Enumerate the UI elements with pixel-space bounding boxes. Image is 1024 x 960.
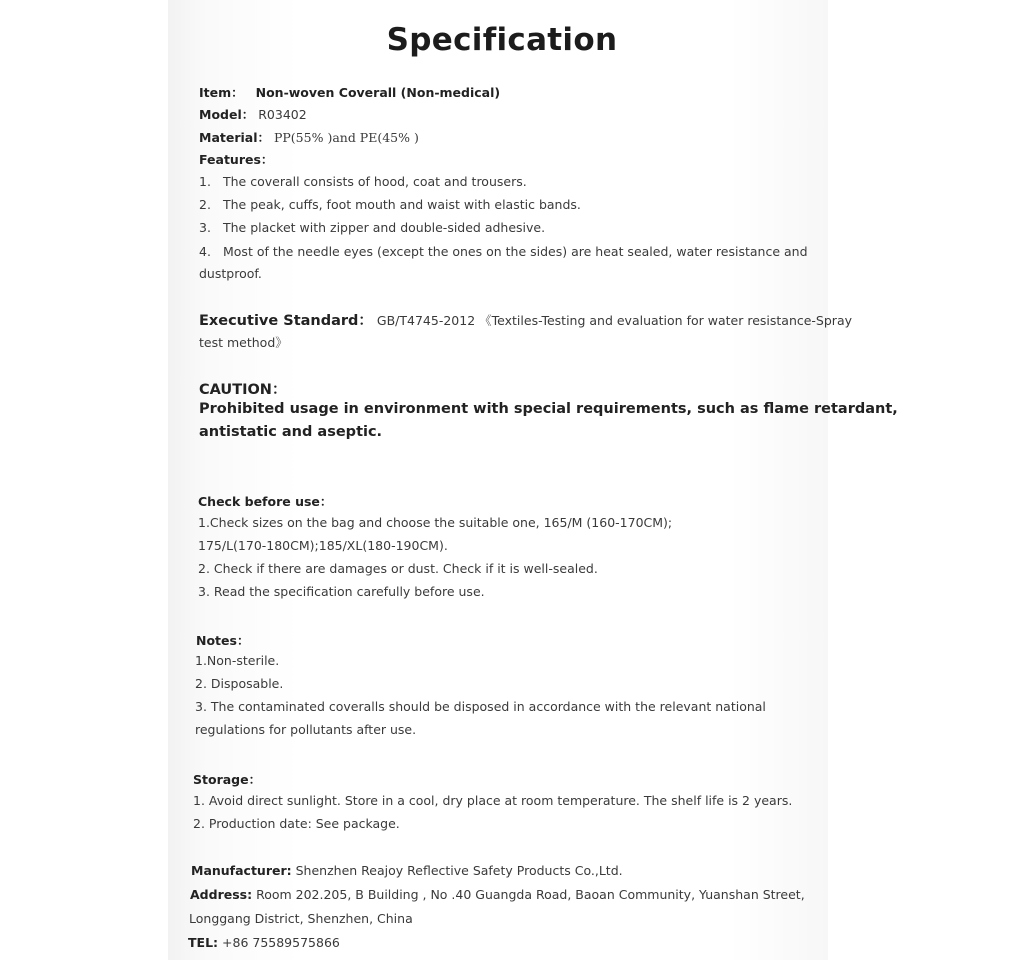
executive-standard-code: GB/T4745-2012 [376,313,476,328]
executive-standard-text: 《Textiles-Testing and evaluation for water resistance-Spray [479,313,853,328]
storage-line: 1. Avoid direct sunlight. Store in a cool, dry place at room temperature. The shelf life is 2 years. [193,793,793,808]
check-before-use-line: 1.Check sizes on the bag and choose the suitable one, 165/M (160-170CM); [198,515,673,530]
material-row [199,128,419,146]
caution-label: CAUTION： [199,382,287,398]
item-label: Item： [199,85,244,100]
material-label: Material： [199,130,270,145]
feature-item [199,220,545,235]
feature-item-continuation: dustproof. [199,266,262,281]
notes-line: 3. The contaminated coveralls should be disposed in accordance with the relevant national [195,699,766,714]
manufacturer-label: Manufacturer: [191,863,292,878]
caution-text-line1: Prohibited usage in environment with special requirements, such as flame retardant, [199,401,898,417]
model-label: Model： [199,107,255,122]
address-row [190,887,805,902]
address-value: Room 202.205, B Building , No .40 Guangda Road, Baoan Community, Yuanshan Street, [256,887,805,902]
notes-line: regulations for pollutants after use. [195,722,417,737]
executive-standard-row [199,309,852,330]
feature-text: The coverall consists of hood, coat and trousers. [223,174,527,189]
feature-number: 2. [199,197,211,212]
tel-label: TEL: [188,935,219,950]
check-before-use-line: 2. Check if there are damages or dust. Check if it is well-sealed. [198,561,598,576]
check-before-use-label: Check before use： [198,494,333,509]
feature-number: 3. [199,220,211,235]
model-value: R03402 [258,107,307,122]
feature-number: 1. [199,174,211,189]
page-title: Specification [386,22,618,58]
check-before-use-line: 175/L(170-180CM);185/XL(180-190CM). [198,538,448,553]
notes-line: 2. Disposable. [195,676,284,691]
storage-line: 2. Production date: See package. [193,816,400,831]
material-value: PP(55% )and PE(45% ) [273,130,419,145]
feature-text: The peak, cuffs, foot mouth and waist with elastic bands. [223,197,581,212]
feature-item [199,197,581,212]
feature-item [199,174,527,189]
address-label: Address: [190,887,253,902]
model-row [199,105,307,123]
tel-value: +86 75589575866 [222,935,340,950]
check-before-use-line: 3. Read the specification carefully before use. [198,584,485,599]
caution-text-line2: antistatic and aseptic. [199,424,383,440]
manufacturer-value: Shenzhen Reajoy Reflective Safety Products Co.,Ltd. [295,863,623,878]
features-label: Features： [199,152,274,167]
notes-line: 1.Non-sterile. [195,653,280,668]
address-continuation: Longgang District, Shenzhen, China [189,911,413,926]
executive-standard-continuation: test method》 [199,335,288,350]
notes-label: Notes： [196,633,250,648]
feature-item [199,244,808,259]
item-row [199,83,500,101]
storage-label: Storage： [193,772,262,787]
feature-text: The placket with zipper and double-sided adhesive. [223,220,546,235]
feature-number: 4. [199,244,211,259]
feature-text: Most of the needle eyes (except the ones on the sides) are heat sealed, water resistance and [223,244,808,259]
tel-row [188,935,340,950]
manufacturer-row [191,863,623,878]
executive-standard-label: Executive Standard： [199,313,373,329]
item-value: Non-woven Coverall (Non-medical) [255,85,501,100]
